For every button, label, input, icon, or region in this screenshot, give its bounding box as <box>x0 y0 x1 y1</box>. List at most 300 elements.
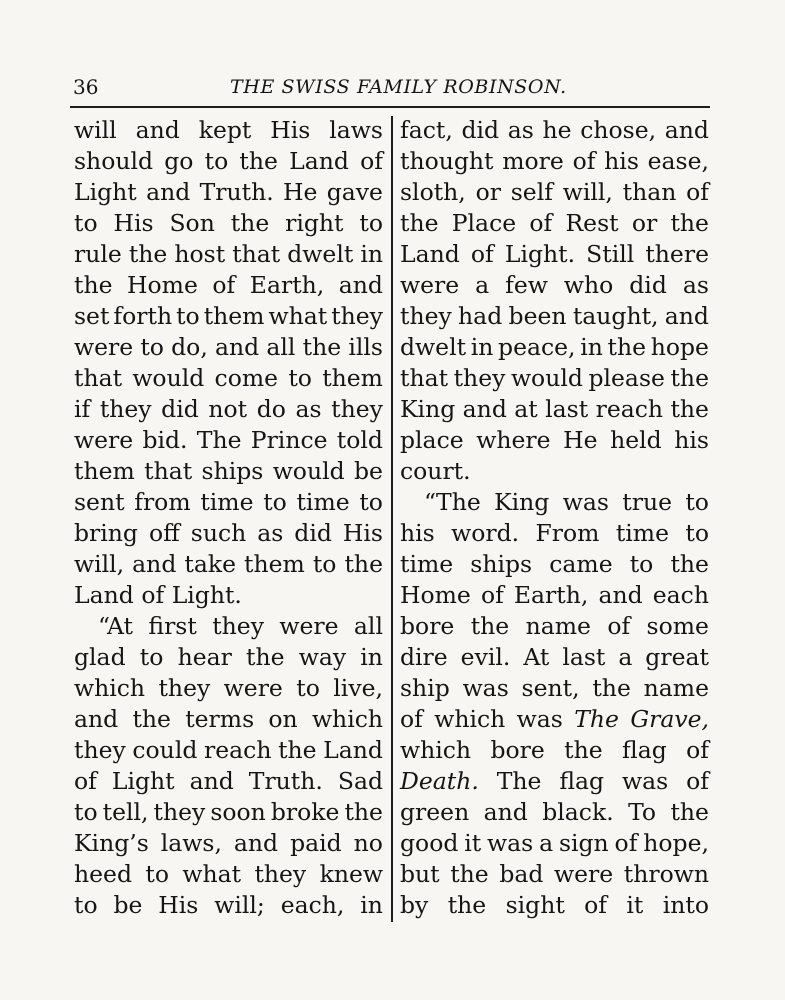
text-word: Land <box>400 240 460 268</box>
text-word: or <box>475 178 501 206</box>
text-word: which <box>74 674 146 702</box>
text-word: the <box>302 333 342 361</box>
text-word: green <box>400 798 470 826</box>
text-word: the <box>670 364 709 392</box>
text-word: and <box>132 550 177 578</box>
text-word: The <box>496 767 542 795</box>
text-word: his <box>604 147 639 175</box>
text-word: and <box>664 302 709 330</box>
text-word: the <box>450 860 489 888</box>
text-word: the <box>670 395 709 423</box>
text-word: there <box>645 240 709 268</box>
text-word: them <box>244 550 305 578</box>
text-word: do <box>256 395 286 423</box>
text-word: to <box>74 891 98 919</box>
text-line <box>400 146 709 177</box>
text-word: of <box>614 829 638 857</box>
text-word: dwelt <box>287 240 354 268</box>
text-word: Home <box>400 581 471 609</box>
text-word: the <box>278 736 317 764</box>
text-word: of <box>584 891 608 919</box>
text-word: His <box>158 891 199 919</box>
text-word: would <box>272 457 345 485</box>
text-word: of <box>686 736 709 764</box>
text-word: court. <box>400 457 471 485</box>
text-word: the <box>447 891 487 919</box>
text-word: were <box>554 860 614 888</box>
text-word: His <box>342 519 383 547</box>
text-line <box>74 208 383 239</box>
text-line <box>74 394 383 425</box>
text-word: it <box>464 829 482 857</box>
text-word: a <box>618 643 633 671</box>
text-word: black. <box>542 798 614 826</box>
text-word: which <box>311 705 383 733</box>
text-word: Rest <box>565 209 619 237</box>
text-word: did <box>161 395 199 423</box>
text-word: He <box>563 426 598 454</box>
text-word: heed <box>74 860 132 888</box>
text-word: no <box>353 829 383 857</box>
text-word: terms <box>185 705 255 733</box>
text-word: few <box>505 271 548 299</box>
text-word: hope, <box>643 829 709 857</box>
text-word: Son <box>169 209 215 237</box>
text-word: where <box>476 426 551 454</box>
text-word: in <box>360 643 383 671</box>
right-text-column <box>400 115 709 921</box>
text-word: did <box>461 116 500 144</box>
text-word: to <box>204 147 229 175</box>
text-line <box>400 270 709 301</box>
text-word: and <box>215 333 260 361</box>
text-word: “At <box>98 612 133 640</box>
text-word: to <box>359 209 383 237</box>
text-line <box>74 425 383 456</box>
text-line <box>74 766 383 797</box>
text-word: and <box>664 116 709 144</box>
text-word: they <box>212 612 264 640</box>
text-word: ship <box>400 674 450 702</box>
text-line <box>400 859 709 890</box>
text-word: been <box>508 302 567 330</box>
text-line <box>400 301 709 332</box>
text-word: it <box>626 891 644 919</box>
text-word: Land <box>323 736 383 764</box>
text-word: gave <box>326 178 383 206</box>
text-word: if <box>74 395 91 423</box>
text-word: broke <box>270 798 340 826</box>
text-word: came <box>549 550 613 578</box>
text-line <box>400 735 709 766</box>
text-word: Land <box>289 147 349 175</box>
text-word: way <box>298 643 347 671</box>
text-word: what <box>182 860 242 888</box>
text-word: not <box>208 395 248 423</box>
text-word: all <box>353 612 383 640</box>
text-line <box>400 394 709 425</box>
text-word: held <box>610 426 662 454</box>
text-word: who <box>563 271 614 299</box>
text-word: tell, <box>102 798 149 826</box>
text-word: sign <box>558 829 609 857</box>
text-word: come <box>214 364 279 392</box>
text-word: the <box>344 798 383 826</box>
text-word: King’s <box>74 829 149 857</box>
text-word: first <box>148 612 197 640</box>
text-word: laws, <box>160 829 222 857</box>
text-word: last <box>562 643 606 671</box>
text-word: to <box>685 488 709 516</box>
text-word: had <box>458 302 503 330</box>
text-line <box>400 177 709 208</box>
text-word: true <box>622 488 672 516</box>
text-word: From <box>535 519 600 547</box>
text-word: what <box>268 302 328 330</box>
column-divider <box>391 116 393 922</box>
text-word: of <box>480 581 504 609</box>
text-word: and <box>135 116 180 144</box>
text-word: rule <box>74 240 122 268</box>
text-word: to <box>74 798 98 826</box>
text-word: host <box>174 240 226 268</box>
text-word: that <box>144 457 193 485</box>
text-word: Still <box>586 240 635 268</box>
text-word: Earth, <box>513 581 589 609</box>
text-word: right <box>285 209 344 237</box>
text-line <box>74 797 383 828</box>
text-word: each, <box>280 891 345 919</box>
text-line <box>400 518 709 549</box>
text-line <box>74 270 383 301</box>
text-word: the <box>239 147 278 175</box>
text-word: thought <box>400 147 494 175</box>
text-word: them <box>203 302 265 330</box>
text-word: Light <box>74 178 137 206</box>
text-word: sent, <box>521 674 580 702</box>
text-word: great <box>645 643 709 671</box>
text-word: which <box>434 705 506 733</box>
text-word: to <box>145 860 169 888</box>
text-word: his <box>674 426 709 454</box>
text-word: soon <box>210 798 266 826</box>
text-word: in <box>580 333 603 361</box>
text-word: of <box>212 271 236 299</box>
text-line <box>400 766 709 797</box>
text-line <box>400 549 709 580</box>
text-word: to <box>296 674 320 702</box>
text-word: them <box>322 364 383 392</box>
text-word: Light. <box>504 240 576 268</box>
text-word: His <box>113 209 154 237</box>
text-word: the <box>470 612 510 640</box>
text-word: Sad <box>337 767 383 795</box>
text-word: last <box>545 395 589 423</box>
text-word: they <box>74 736 126 764</box>
text-word: the <box>670 798 709 826</box>
text-word: in <box>360 891 383 919</box>
text-word: of <box>529 209 553 237</box>
text-word: that <box>400 364 449 392</box>
text-line <box>74 642 383 673</box>
text-word: they <box>254 860 307 888</box>
text-word: will <box>74 116 117 144</box>
text-word: and <box>233 829 279 857</box>
text-word: of <box>141 581 165 609</box>
text-line <box>400 115 709 146</box>
text-word: the <box>607 333 647 361</box>
left-text-column <box>74 115 383 921</box>
text-word: taught, <box>572 302 659 330</box>
text-line <box>400 673 709 704</box>
text-word: Death. <box>400 767 479 795</box>
text-word: flag <box>559 767 605 795</box>
text-word: were <box>279 612 339 640</box>
text-word: self <box>510 178 553 206</box>
text-line <box>400 704 709 735</box>
text-word: by <box>400 891 429 919</box>
text-word: Grave, <box>630 705 709 733</box>
text-word: some <box>646 612 709 640</box>
text-line <box>74 456 383 487</box>
text-word: bid. <box>142 426 188 454</box>
text-word: fact, <box>400 116 453 144</box>
text-line <box>400 580 709 611</box>
text-word: the <box>670 209 709 237</box>
text-word: were <box>400 271 460 299</box>
text-word: as <box>257 519 284 547</box>
text-word: they <box>158 674 211 702</box>
text-line <box>400 797 709 828</box>
text-word: and <box>483 798 528 826</box>
text-word: King <box>400 395 456 423</box>
text-word: more <box>502 147 564 175</box>
text-line <box>400 890 709 921</box>
text-word: them <box>74 457 135 485</box>
text-word: of <box>360 147 383 175</box>
text-line <box>74 146 383 177</box>
text-word: The <box>574 705 619 733</box>
text-word: in <box>470 333 494 361</box>
text-word: “The <box>424 488 481 516</box>
page-number: 36 <box>73 75 99 99</box>
text-word: hear <box>177 643 232 671</box>
text-word: go <box>164 147 194 175</box>
text-word: laws <box>329 116 383 144</box>
text-word: than <box>622 178 677 206</box>
text-word: a <box>475 271 490 299</box>
text-word: peace, <box>498 333 576 361</box>
text-word: they <box>153 798 206 826</box>
text-word: bad <box>499 860 544 888</box>
text-line <box>74 332 383 363</box>
text-word: were <box>223 674 283 702</box>
text-word: all <box>266 333 296 361</box>
text-word: sight <box>505 891 565 919</box>
text-word: they <box>331 395 383 423</box>
text-word: and <box>189 767 234 795</box>
text-word: a <box>539 829 554 857</box>
text-word: of <box>74 767 97 795</box>
text-word: set <box>74 302 110 330</box>
text-word: to <box>139 643 164 671</box>
text-line <box>74 673 383 704</box>
text-word: and <box>598 581 643 609</box>
text-line <box>74 177 383 208</box>
text-word: forth <box>113 302 173 330</box>
text-word: was <box>487 829 534 857</box>
text-word: should <box>74 147 154 175</box>
text-word: each <box>652 581 709 609</box>
text-word: live, <box>333 674 383 702</box>
text-word: that <box>232 240 281 268</box>
text-word: of <box>470 240 494 268</box>
text-line <box>400 487 709 518</box>
text-line <box>400 642 709 673</box>
text-word: Place <box>451 209 517 237</box>
text-word: bring <box>74 519 138 547</box>
text-word: and <box>338 271 383 299</box>
text-line <box>74 115 383 146</box>
text-word: evil. <box>460 643 511 671</box>
text-word: be <box>113 891 143 919</box>
text-word: will, <box>562 178 613 206</box>
text-word: of <box>607 612 631 640</box>
text-word: and <box>462 395 507 423</box>
text-word: from <box>134 488 191 516</box>
text-word: on <box>268 705 298 733</box>
text-word: ills <box>348 333 383 361</box>
text-word: he <box>542 116 572 144</box>
text-word: to <box>140 333 164 361</box>
text-word: the <box>564 736 603 764</box>
text-word: they <box>453 364 506 392</box>
text-word: ships <box>470 550 533 578</box>
text-word: Home <box>127 271 198 299</box>
text-word: time <box>200 488 254 516</box>
text-word: good <box>400 829 459 857</box>
text-line <box>400 208 709 239</box>
text-word: the <box>230 209 270 237</box>
text-word: to <box>288 364 312 392</box>
text-word: ease, <box>647 147 709 175</box>
text-word: the <box>400 209 439 237</box>
text-word: was <box>562 488 609 516</box>
text-word: take <box>184 550 237 578</box>
text-word: or <box>631 209 658 237</box>
text-word: was <box>516 705 563 733</box>
text-line <box>400 456 709 487</box>
text-word: flag <box>622 736 667 764</box>
text-word: of <box>400 705 423 733</box>
text-word: please <box>588 364 665 392</box>
text-word: ships <box>201 457 264 485</box>
text-word: the <box>74 271 113 299</box>
text-word: could <box>132 736 198 764</box>
text-word: dwelt <box>400 333 467 361</box>
text-word: time <box>615 519 669 547</box>
text-word: were <box>74 426 134 454</box>
text-word: to <box>359 488 383 516</box>
text-word: that <box>74 364 123 392</box>
text-word: would <box>510 364 583 392</box>
text-line <box>400 425 709 456</box>
text-word: did <box>629 271 667 299</box>
text-word: King <box>494 488 550 516</box>
text-word: To <box>628 798 657 826</box>
text-word: which <box>400 736 472 764</box>
text-line <box>74 487 383 518</box>
text-word: told <box>336 426 383 454</box>
text-word: Prince <box>250 426 328 454</box>
text-word: place <box>400 426 464 454</box>
text-word: bore <box>490 736 545 764</box>
text-word: they <box>400 302 452 330</box>
text-line <box>74 611 383 642</box>
text-word: the <box>246 643 285 671</box>
text-word: do, <box>171 333 208 361</box>
text-word: to <box>685 519 709 547</box>
text-line <box>74 859 383 890</box>
text-word: were <box>74 333 134 361</box>
text-word: as <box>507 116 534 144</box>
text-word: of <box>686 767 709 795</box>
text-line <box>400 611 709 642</box>
text-word: hope <box>650 333 709 361</box>
text-line <box>400 332 709 363</box>
text-word: to <box>629 550 654 578</box>
text-word: Truth. <box>248 767 323 795</box>
text-word: at <box>514 395 538 423</box>
text-line <box>74 890 383 921</box>
text-word: to <box>263 488 287 516</box>
text-word: Truth. <box>199 178 274 206</box>
text-word: as <box>682 271 709 299</box>
text-word: was <box>622 767 669 795</box>
text-word: of <box>686 178 709 206</box>
text-word: Earth, <box>249 271 325 299</box>
text-word: glad <box>74 643 126 671</box>
text-word: was <box>462 674 509 702</box>
text-word: name <box>643 674 709 702</box>
text-word: but <box>400 860 440 888</box>
text-word: dire <box>400 643 448 671</box>
text-word: His <box>270 116 311 144</box>
text-line <box>74 549 383 580</box>
text-word: chose, <box>580 116 657 144</box>
text-line <box>74 363 383 394</box>
text-word: into <box>662 891 709 919</box>
text-word: Light. <box>171 581 242 609</box>
text-word: they <box>99 395 152 423</box>
text-word: sloth, <box>400 178 466 206</box>
text-line <box>74 580 383 611</box>
text-word: thrown <box>623 860 709 888</box>
text-word: At <box>523 643 550 671</box>
text-word: The <box>196 426 242 454</box>
text-word: and <box>146 178 191 206</box>
text-line <box>400 363 709 394</box>
text-word: as <box>295 395 322 423</box>
text-word: to <box>74 209 98 237</box>
text-word: be <box>354 457 383 485</box>
text-word: and <box>74 705 119 733</box>
text-word: paid <box>290 829 342 857</box>
text-word: the <box>128 240 168 268</box>
text-word: such <box>190 519 247 547</box>
text-word: will; <box>214 891 265 919</box>
text-word: in <box>360 240 383 268</box>
